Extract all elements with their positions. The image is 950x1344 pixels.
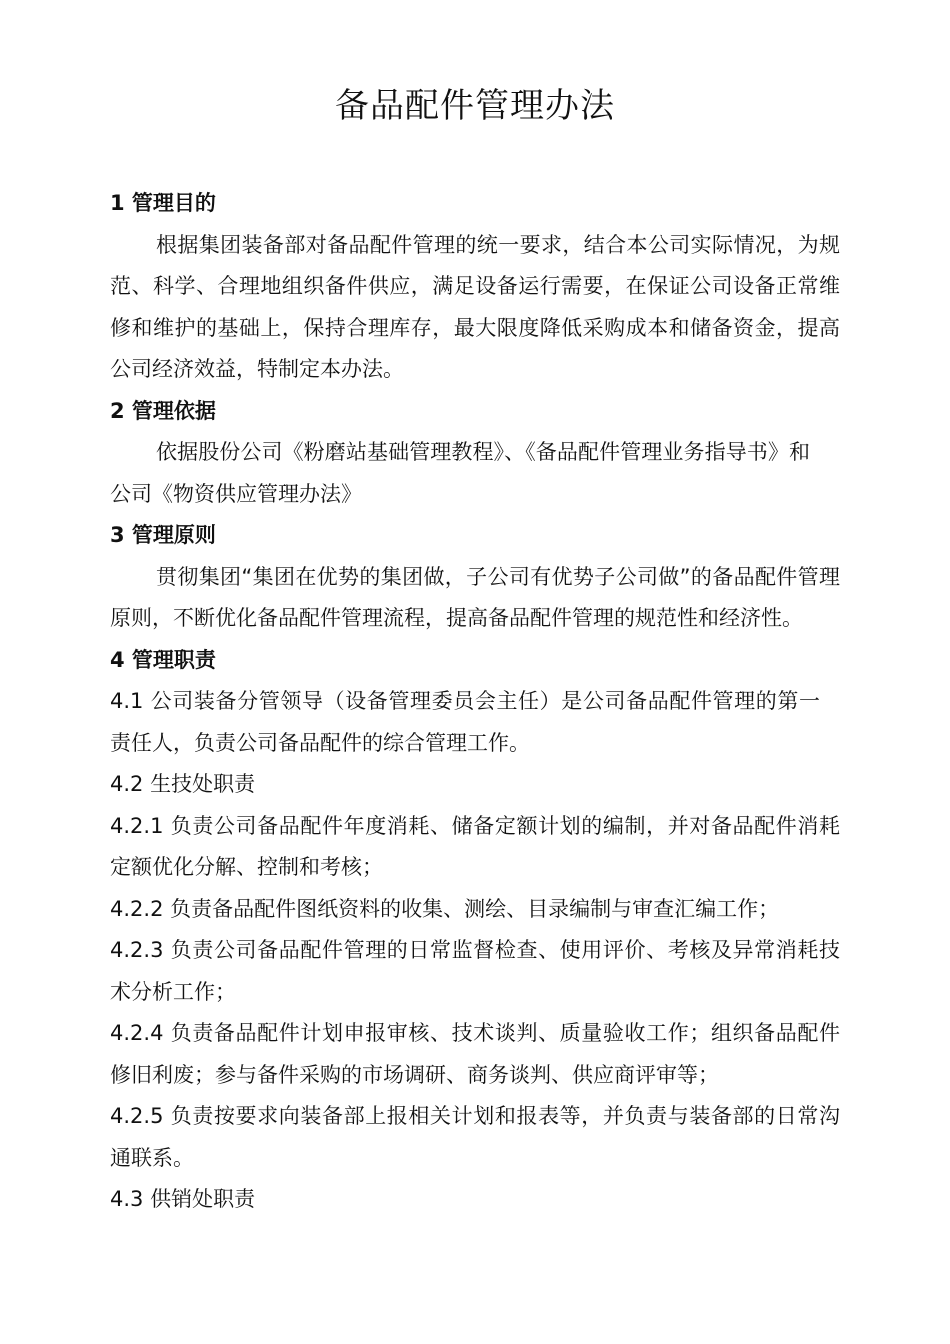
section-body-2: 依据股份公司《粉磨站基础管理教程》、《备品配件管理业务指导书》和公司《物资供应管理办法》: [110, 440, 810, 506]
clause-4-2-2: 4.2.2 负责备品配件图纸资料的收集、测绘、目录编制与审查汇编工作；: [110, 896, 780, 921]
clause-4-2-1: 4.2.1 负责公司备品配件年度消耗、储备定额计划的编制，并对备品配件消耗定额优化分解、控制和考核；: [110, 813, 840, 879]
document-title: 备品配件管理办法: [335, 86, 615, 126]
clause-4-2-5: 4.2.5 负责按要求向装备部上报相关计划和报表等，并负责与装备部的日常沟通联系。: [110, 1104, 840, 1170]
section-body-3: 贯彻集团“集团在优势的集团做，子公司有优势子公司做”的备品配件管理原则，不断优化备品配件管理流程，提高备品配件管理的规范性和经济性。: [110, 564, 840, 630]
section-body-1: 根据集团装备部对备品配件管理的统一要求，结合本公司实际情况，为规范、科学、合理地组织备件供应，满足设备运行需要，在保证公司设备正常维修和维护的基础上，保持合理库存，最大限度降低采购成本和储备资金，提高公司经济效益，特制定本办法。: [110, 232, 840, 381]
clause-4-1: 4.1 公司装备分管领导（设备管理委员会主任）是公司备品配件管理的第一责任人，负责公司备品配件的综合管理工作。: [110, 689, 820, 755]
clause-4-3: 4.3 供销处职责: [110, 1187, 256, 1211]
clause-4-2-4: 4.2.4 负责备品配件计划申报审核、技术谈判、质量验收工作；组织备品配件修旧利废；参与备件采购的市场调研、商务谈判、供应商评审等；: [110, 1021, 840, 1087]
section-heading-2: 2 管理依据: [110, 398, 216, 423]
section-heading-4: 4 管理职责: [110, 647, 216, 672]
clause-4-2: 4.2 生技处职责: [110, 772, 256, 796]
clause-4-2-3: 4.2.3 负责公司备品配件管理的日常监督检查、使用评价、考核及异常消耗技术分析工作；: [110, 938, 840, 1004]
section-heading-1: 1 管理目的: [110, 191, 216, 215]
section-heading-3: 3 管理原则: [110, 523, 216, 547]
